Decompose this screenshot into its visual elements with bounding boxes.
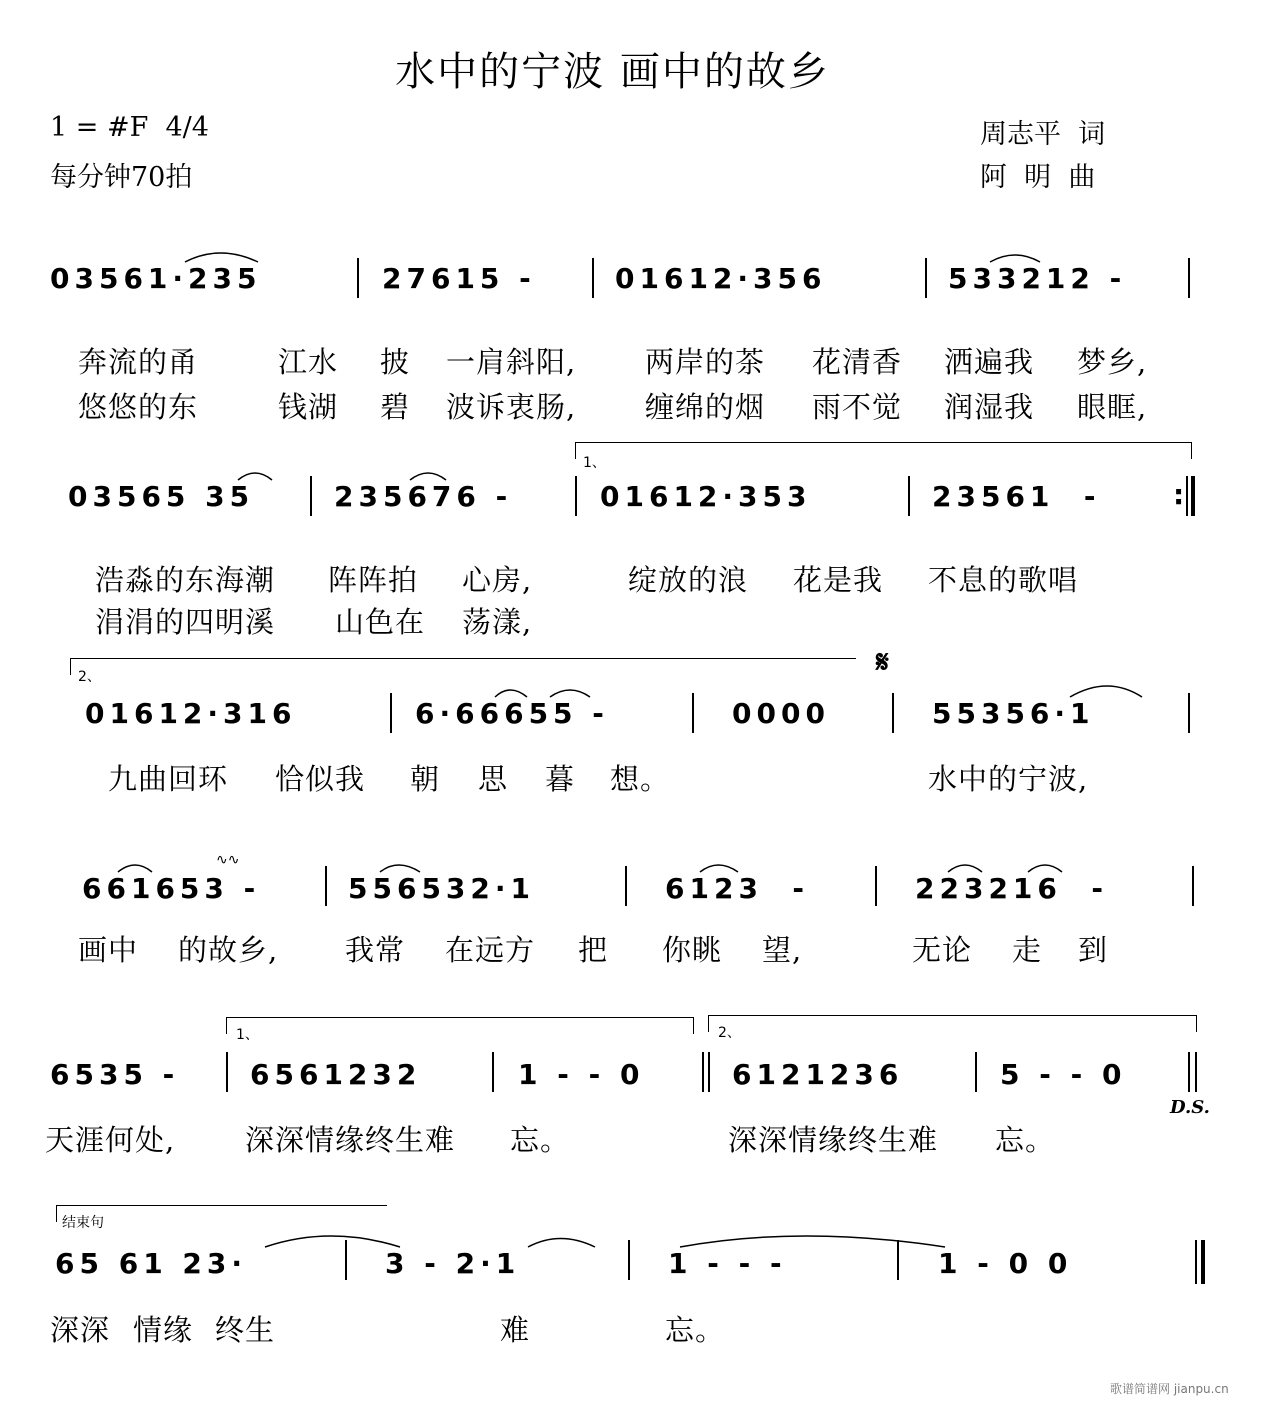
lyricist-credit: 周志平 词 [980, 119, 1106, 150]
lyric: 把 [578, 933, 609, 967]
coda-label: 结束句 [62, 1215, 104, 1231]
measure: 55356·1 [932, 697, 1095, 730]
lyric: 洒遍我 [944, 345, 1035, 379]
tie [700, 865, 738, 872]
tie [495, 690, 527, 697]
lyric: 浩淼的东海潮 [95, 563, 276, 597]
volta-label: 2、 [718, 1025, 741, 1041]
page-title: 水中的宁波 画中的故乡 [395, 49, 830, 95]
lyric: 难 [500, 1313, 531, 1347]
tie [410, 473, 446, 480]
tie [118, 865, 152, 872]
lyric: 画中 [78, 933, 139, 967]
measure: 3 - 2·1 [385, 1247, 521, 1280]
tie [380, 865, 420, 872]
lyric: 到 [1078, 933, 1109, 967]
lyric: 深深 [50, 1313, 111, 1347]
lyric: 奔流的甬 [78, 345, 199, 379]
volta-label: 1、 [236, 1027, 259, 1043]
lyric: 的故乡, [178, 933, 279, 967]
tie [185, 253, 258, 262]
lyric: 望, [762, 933, 803, 967]
measure: 01612·356 [615, 262, 827, 295]
lyric: 不息的歌唱 [928, 563, 1079, 597]
lyric: 山色在 [335, 605, 426, 639]
measure: 23561 - [932, 480, 1101, 513]
lyric: 忘。 [665, 1313, 726, 1347]
measure: 533212 - [948, 262, 1127, 295]
tie [265, 1236, 400, 1247]
lyric: 钱湖 [278, 390, 339, 424]
lyric: 雨不觉 [812, 390, 903, 424]
measure: 6535 - [50, 1058, 180, 1091]
measure: 01612·353 [600, 480, 812, 513]
measure: 235676 - [334, 480, 513, 513]
measure: 03561·235 [50, 262, 262, 295]
measure: 6·66655 - [415, 697, 609, 730]
lyric: 涓涓的四明溪 [95, 605, 276, 639]
mordent-mark: ∿∿ [216, 852, 240, 868]
lyric: 一肩斜阳, [446, 345, 577, 379]
lyric: 无论 [912, 933, 973, 967]
lyric: 悠悠的东 [78, 390, 199, 424]
lyric: 心房, [462, 563, 533, 597]
tie [238, 473, 272, 480]
measure: 1 - - - [668, 1247, 787, 1280]
lyric: 碧 [380, 390, 411, 424]
lyric: 忘。 [995, 1123, 1056, 1157]
lyric: 在远方 [445, 933, 536, 967]
lyric: 走 [1012, 933, 1043, 967]
tie [1028, 865, 1062, 872]
segno-sign: 𝄋 [876, 645, 889, 680]
lyric: 朝 [410, 762, 441, 796]
lyric: 想。 [610, 762, 671, 796]
lyric: 终生 [215, 1313, 276, 1347]
composer-credit: 阿 明 曲 [980, 162, 1096, 193]
lyric: 情缘 [133, 1313, 194, 1347]
measure: 65 61 23· [55, 1247, 248, 1280]
lyric: 思 [478, 762, 509, 796]
measure: 223216 - [915, 872, 1109, 905]
lyric: 你眺 [662, 933, 723, 967]
lyric: 梦乡, [1077, 345, 1148, 379]
tie [990, 255, 1040, 262]
lyric: 花是我 [793, 563, 884, 597]
dal-segno-mark: D.S. [1170, 1097, 1210, 1118]
lyric: 绽放的浪 [628, 563, 749, 597]
lyric: 水中的宁波, [928, 762, 1089, 796]
measure: 0000 [732, 697, 830, 730]
key-time-signature: 1 = #F 4/4 [50, 112, 209, 143]
measure: 5 - - 0 [1000, 1058, 1127, 1091]
site-watermark: 歌谱简谱网 jianpu.cn [1110, 1382, 1229, 1396]
tie [680, 1236, 945, 1247]
tie [1070, 686, 1142, 697]
measure: 03565 35 [68, 480, 255, 513]
measure: 661653 - [82, 872, 261, 905]
tie [948, 865, 982, 872]
lyric: 深深情缘终生难 [245, 1123, 456, 1157]
lyric: 披 [380, 345, 411, 379]
lyric: 九曲回环 [108, 762, 229, 796]
lyric: 忘。 [510, 1123, 571, 1157]
lyric: 恰似我 [275, 762, 366, 796]
lyric: 我常 [345, 933, 406, 967]
measure: 6123 - [665, 872, 810, 905]
lyric: 两岸的茶 [645, 345, 766, 379]
lyric: 波诉衷肠, [446, 390, 577, 424]
tempo-marking: 每分钟70拍 [50, 162, 193, 193]
tie [550, 690, 590, 697]
lyric: 花清香 [812, 345, 903, 379]
repeat-dots: : [1173, 478, 1185, 511]
lyric: 润湿我 [944, 390, 1035, 424]
measure: 1 - 0 0 [938, 1247, 1073, 1280]
measure: 6121236 [732, 1058, 904, 1091]
lyric: 江水 [278, 345, 339, 379]
measure: 27615 - [382, 262, 536, 295]
measure: 1 - - 0 [518, 1058, 645, 1091]
measure: 01612·316 [85, 697, 297, 730]
lyric: 暮 [545, 762, 576, 796]
measure: 556532·1 [348, 872, 536, 905]
tie [528, 1239, 595, 1248]
lyric: 缠绵的烟 [645, 390, 766, 424]
lyric: 阵阵拍 [328, 563, 419, 597]
measure: 6561232 [250, 1058, 422, 1091]
lyric: 深深情缘终生难 [728, 1123, 939, 1157]
volta-label: 2、 [78, 669, 101, 685]
lyric: 天涯何处, [45, 1123, 176, 1157]
volta-label: 1、 [583, 455, 606, 471]
lyric: 眼眶, [1077, 390, 1148, 424]
lyric: 荡漾, [462, 605, 533, 639]
